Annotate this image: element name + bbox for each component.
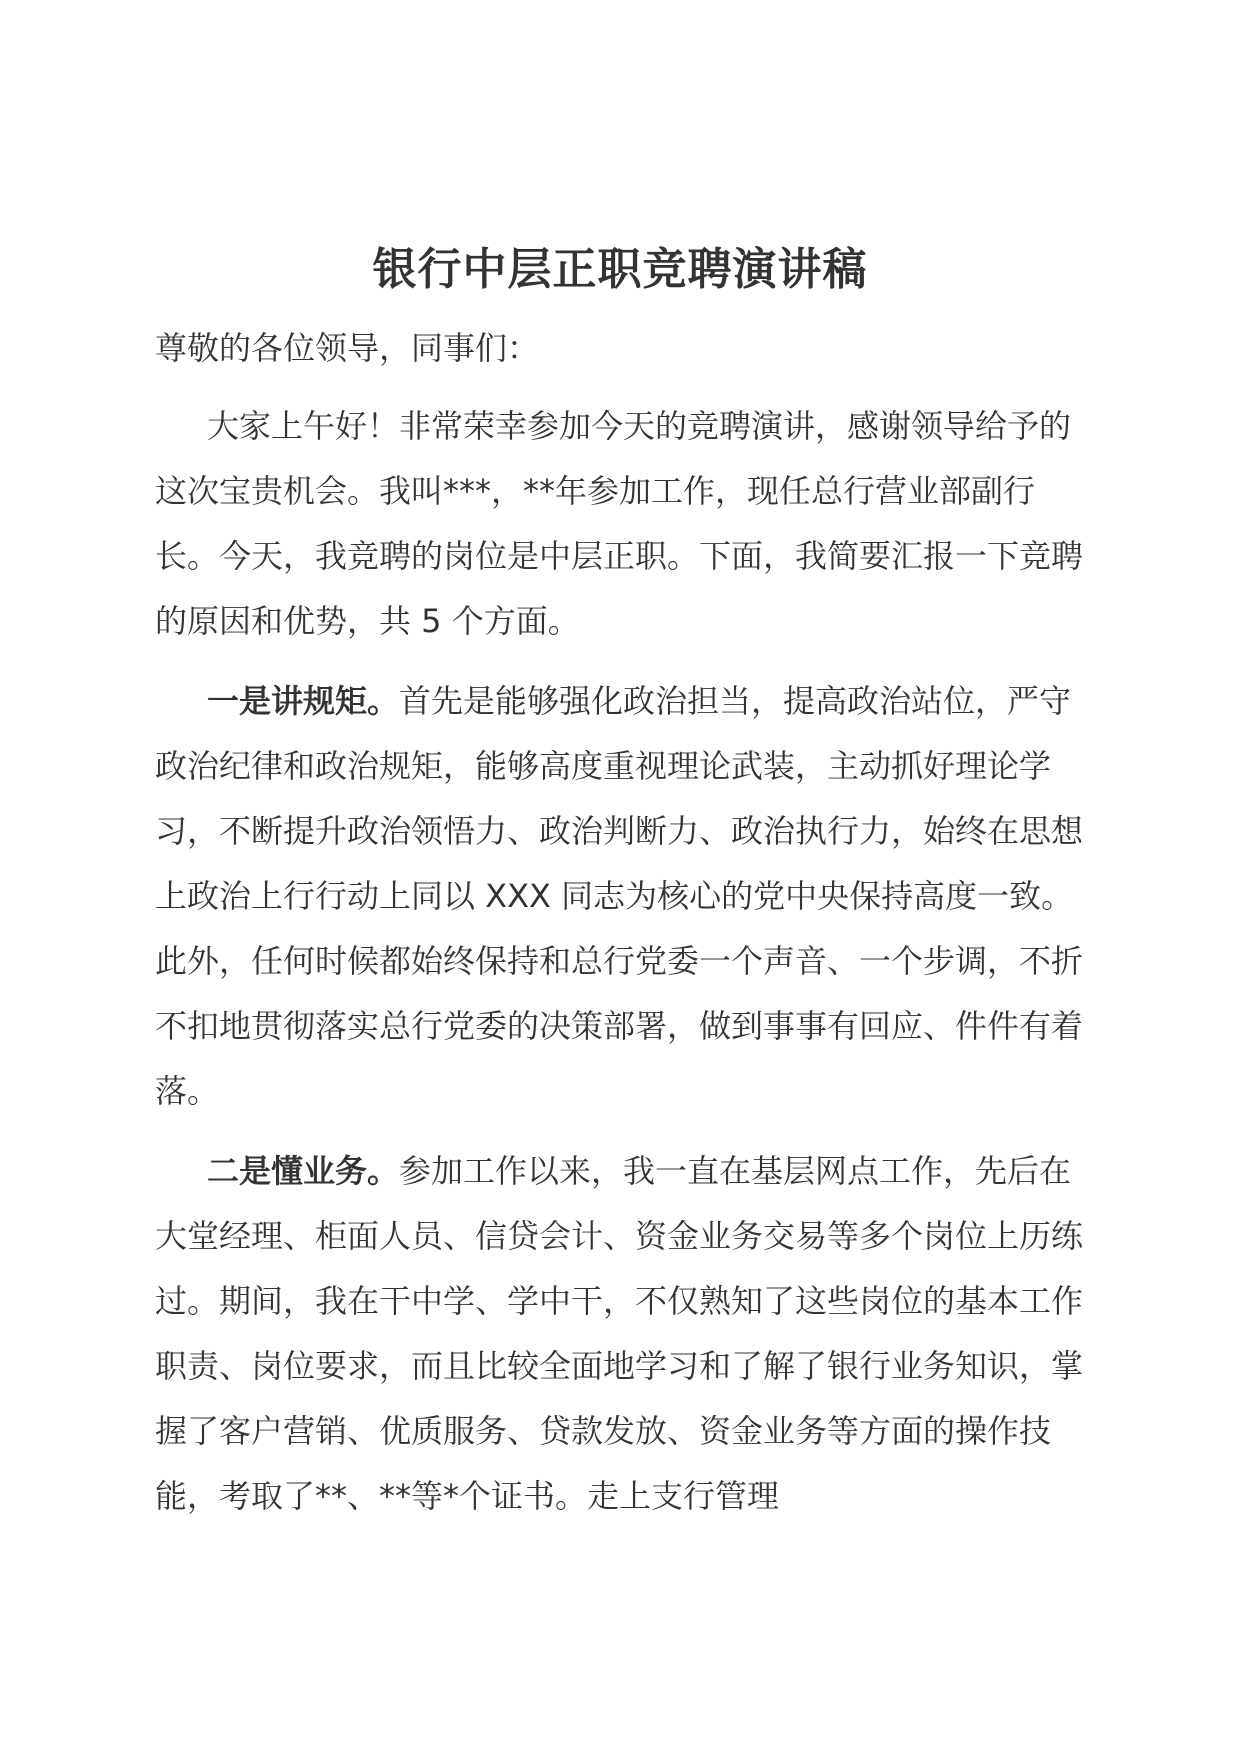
paragraph-text: 参加工作以来，我一直在基层网点工作，先后在大堂经理、柜面人员、信贷会计、资金业务交易等多个岗位上历练过。期间，我在干中学、学中干，不仅熟知了这些岗位的基本工作职责、岗位要求，而且比较全面地学习和了解了银行业务知识，掌握了客户营销、优质服务、贷款发放、资金业务等方面的操作技能，考取了**、**等*个证书。走上支行管理 xyxy=(155,1152,1084,1515)
paragraph-business xyxy=(155,1139,1085,1529)
paragraph-intro xyxy=(155,394,1085,654)
paragraph-rules xyxy=(155,669,1085,1124)
document-title: 银行中层正职竞聘演讲稿 xyxy=(372,244,868,295)
paragraph-lead: 一是讲规矩。 xyxy=(207,682,400,720)
paragraph-text: 大家上午好！非常荣幸参加今天的竞聘演讲，感谢领导给予的这次宝贵机会。我叫***，**年参加工作，现任总行营业部副行长。今天，我竞聘的岗位是中层正职。下面，我简要汇报一下竞聘的原因和优势，共 5 个方面。 xyxy=(155,407,1084,640)
paragraph-lead: 二是懂业务。 xyxy=(207,1152,400,1190)
paragraph-text: 首先是能够强化政治担当，提高政治站位，严守政治纪律和政治规矩，能够高度重视理论武装，主动抓好理论学习，不断提升政治领悟力、政治判断力、政治执行力，始终在思想上政治上行行动上同以 XXX 同志为核心的党中央保持高度一致。此外，任何时候都始终保持和总行党委一个声音、一个步调，不折不扣地贯彻落实总行党委的决策部署，做到事事有回应、件件有着落。 xyxy=(155,682,1084,1110)
salutation: 尊敬的各位领导，同事们： xyxy=(155,329,540,367)
